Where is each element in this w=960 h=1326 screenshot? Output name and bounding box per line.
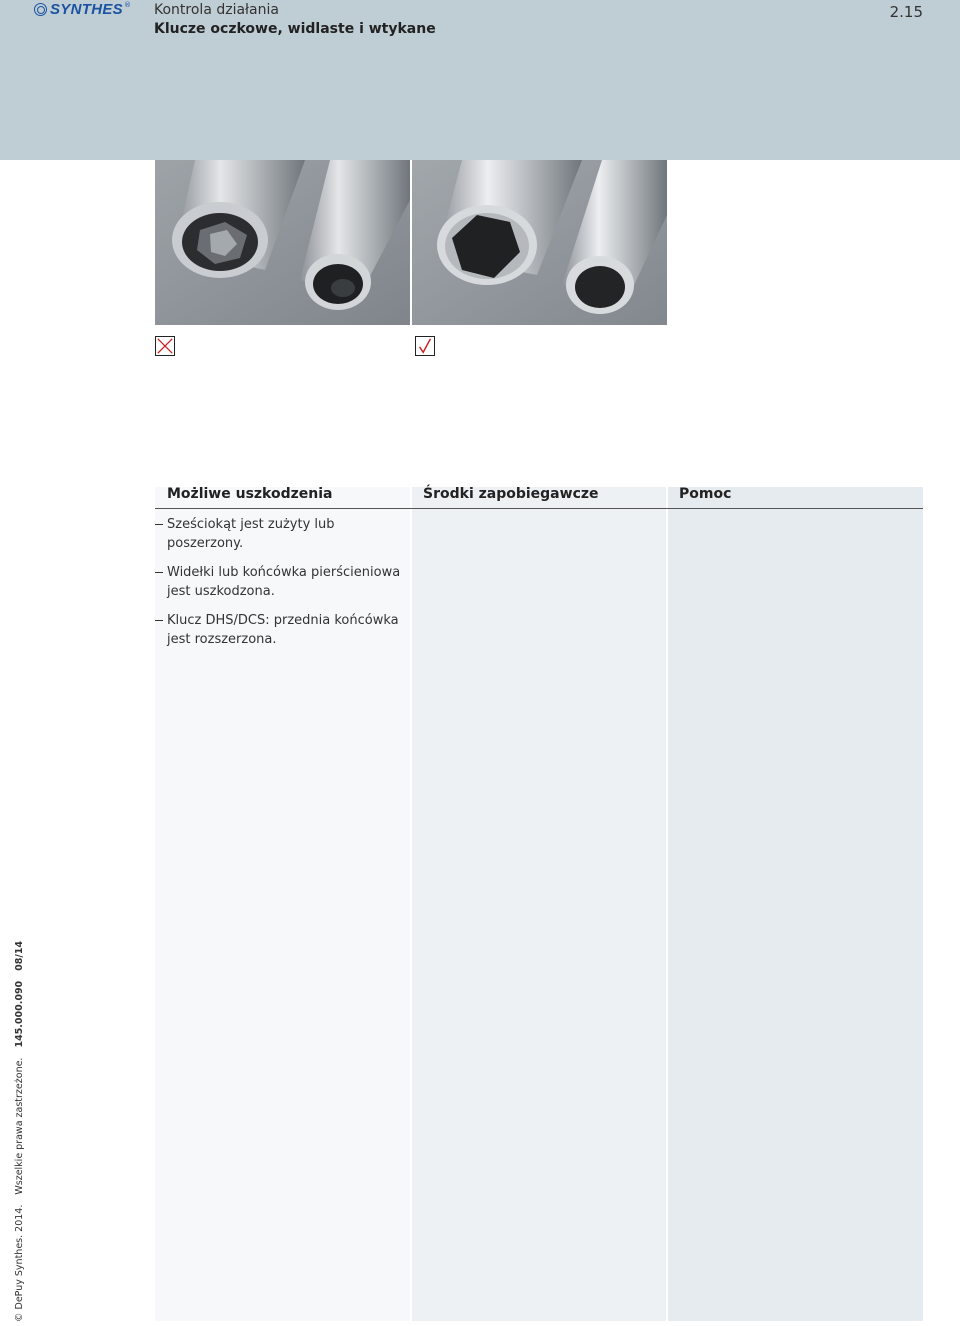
list-item: Klucz DHS/DCS: przednia końcówka jest rozszerzona. — [155, 611, 405, 649]
header-rule — [155, 508, 923, 509]
column-prevention — [412, 487, 666, 1321]
damage-table — [155, 487, 923, 1321]
check-mark-icon — [415, 336, 435, 356]
header-help: Pomoc — [679, 486, 732, 502]
list-item: Widełki lub końcówka pierścieniowa jest uszkodzona. — [155, 563, 405, 601]
footer-date: 08/14 — [14, 940, 25, 971]
footer-copyright: © DePuy Synthes. 2014. — [14, 1204, 25, 1322]
section-title: Kontrola działania — [154, 2, 279, 18]
footer-rights: Wszelkie prawa zastrzeżone. — [14, 1057, 25, 1195]
synthes-logo — [34, 1, 131, 17]
damage-list — [155, 515, 405, 659]
logo-text: SYNTHES — [50, 0, 123, 18]
registered-mark: ® — [123, 1, 131, 9]
photo-damaged-sockets — [155, 160, 410, 325]
header-damage: Możliwe uszkodzenia — [167, 486, 333, 502]
page-number: 2.15 — [889, 3, 923, 21]
photo-intact-sockets — [412, 160, 667, 325]
socket-photos — [155, 160, 667, 325]
header-prevention: Środki zapobiegawcze — [423, 486, 599, 502]
footer-legal — [14, 941, 25, 1322]
list-item: Sześciokąt jest zużyty lub poszerzony. — [155, 515, 405, 553]
footer-code: 145.000.090 — [14, 980, 25, 1048]
page-header — [0, 0, 960, 160]
column-help — [668, 487, 923, 1321]
synthes-logo-icon — [34, 3, 47, 16]
page-subtitle: Klucze oczkowe, widlaste i wtykane — [154, 21, 436, 37]
cross-mark-icon — [155, 336, 175, 356]
